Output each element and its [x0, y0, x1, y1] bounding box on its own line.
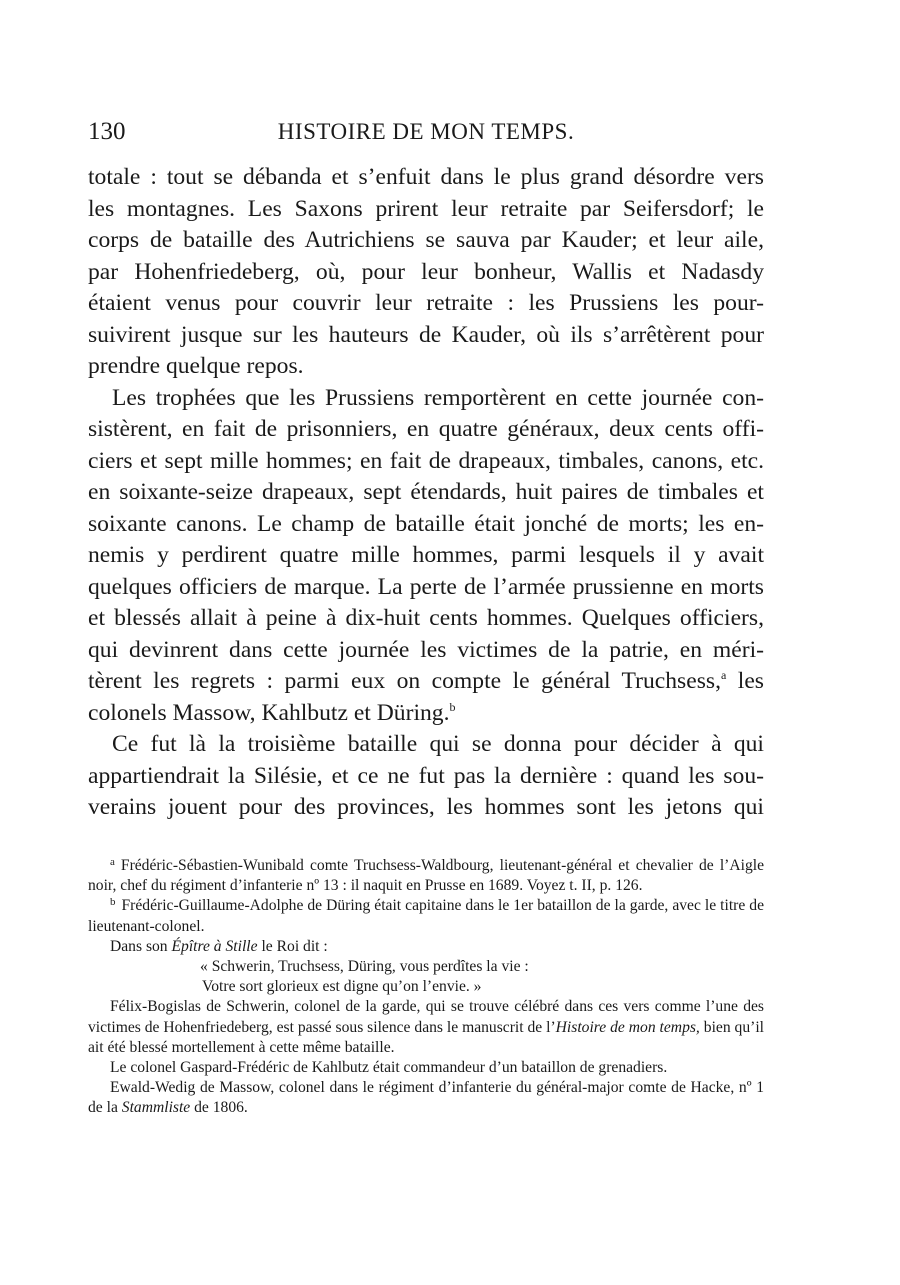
text-line: nemis y perdirent quatre mille hommes, parmi lesquels il y avait	[88, 542, 764, 568]
text-segment: le Roi dit :	[261, 937, 328, 955]
epitre-title: Épître à Stille	[171, 937, 258, 955]
text-segment: les	[737, 668, 764, 694]
text-segment: tèrent les regrets : parmi eux on compte le général Truchsess,	[88, 668, 721, 694]
main-text	[88, 162, 764, 824]
text-segment: de 1806.	[194, 1099, 248, 1117]
footnote-a	[88, 856, 764, 896]
text-segment: Dans son	[110, 937, 168, 955]
text-line: qui devinrent dans cette journée les victimes de la patrie, en méri-	[88, 636, 764, 663]
text-segment: Ewald-Wedig de Massow, colonel dans le régiment d’infanterie du général-major comte de Hacke, nº 1 de la	[88, 1079, 764, 1117]
text-line: totale : tout se débanda et s’enfuit dans le plus grand désordre vers	[88, 164, 764, 190]
verse-line: Votre sort glorieux est digne qu’on l’envie. »	[202, 978, 482, 996]
schwerin-note	[88, 997, 764, 1058]
text-line: appartiendrait la Silésie, et ce ne fut pas la dernière : quand les sou-	[88, 762, 764, 789]
kahlbutz-note: Le colonel Gaspard-Frédéric de Kahlbutz était commandeur d’un bataillon de grenadiers.	[110, 1059, 668, 1077]
text-line: Ce fut là la troisième bataille qui se donna pour décider à qui	[112, 731, 764, 757]
paragraph-1	[88, 162, 764, 383]
footnote-a-text: Frédéric-Sébastien-Wunibald comte Truchsess-Waldbourg, lieutenant-général et chevalier de l’Aigle noir, chef du régiment d’infanterie nº 13 : il naquit en Prusse en 1689. Voyez t. II, p. 126.	[88, 857, 764, 895]
footnote-b	[88, 896, 764, 936]
verse-quote	[88, 957, 764, 997]
footnote-ref-a: a	[720, 668, 727, 682]
text-segment: bien qu’il ait été blessé mortellement à cette même bataille.	[88, 1018, 765, 1056]
running-title: HISTOIRE DE MON TEMPS.	[277, 119, 575, 144]
paragraph-3	[88, 729, 764, 824]
text-line: corps de bataille des Autrichiens se sauva par Kauder; et leur aile,	[88, 227, 764, 253]
paragraph-2	[88, 383, 764, 730]
epitre-note	[88, 937, 764, 957]
text-line: par Hohenfriedeberg, où, pour leur bonheur, Wallis et Nadasdy	[88, 258, 764, 285]
text-line: étaient venus pour couvrir leur retraite : les Prussiens les pour-	[88, 290, 764, 316]
text-line: ciers et sept mille hommes; en fait de drapeaux, timbales, canons, etc.	[88, 447, 764, 474]
text-line: Les trophées que les Prussiens remportèrent en cette journée con-	[112, 384, 764, 411]
text-line-with-note	[88, 698, 764, 730]
book-title: Histoire de mon temps,	[555, 1018, 700, 1036]
footnote-mark-a: a	[110, 856, 115, 868]
text-line: suivirent jusque sur les hauteurs de Kauder, où ils s’arrêtèrent pour	[88, 321, 764, 348]
stammliste-title: Stammliste	[121, 1099, 191, 1117]
text-line: en soixante-seize drapeaux, sept étendards, huit paires de timbales et	[88, 479, 764, 505]
footnote-mark-b: b	[110, 896, 116, 909]
text-line: et blessés allait à peine à dix-huit cents hommes. Quelques officiers,	[88, 605, 764, 631]
footnote-b-text: Frédéric-Guillaume-Adolphe de Düring était capitaine dans le 1er bataillon de la garde, avec le titre de lieutenant-colonel.	[88, 897, 764, 935]
footnote-ref-b: b	[449, 699, 456, 714]
page-number: 130	[88, 118, 126, 145]
text-line: les montagnes. Les Saxons prirent leur retraite par Seifersdorf; le	[88, 195, 764, 222]
massow-note	[88, 1078, 764, 1118]
footnotes	[88, 856, 764, 1119]
text-line: prendre quelque repos.	[88, 353, 304, 379]
text-segment: colonels Massow, Kahlbutz et Düring.	[88, 699, 450, 726]
verse-line: « Schwerin, Truchsess, Düring, vous perdîtes la vie :	[200, 958, 529, 976]
page-header	[88, 116, 764, 150]
text-segment: Félix-Bogislas de Schwerin, colonel de la garde, qui se trouve célébré dans ces vers comme l’une des victimes de Hohenfriedeberg, est passé sous silence dans le manuscrit de l’	[88, 998, 764, 1036]
text-line: soixante canons. Le champ de bataille était jonché de morts; les en-	[88, 510, 764, 537]
text-line: sistèrent, en fait de prisonniers, en quatre généraux, deux cents offi-	[88, 416, 764, 442]
text-line-with-note	[88, 666, 764, 698]
text-line: quelques officiers de marque. La perte de l’armée prussienne en morts	[88, 573, 764, 600]
text-line: verains jouent pour des provinces, les hommes sont les jetons qui	[88, 794, 764, 820]
